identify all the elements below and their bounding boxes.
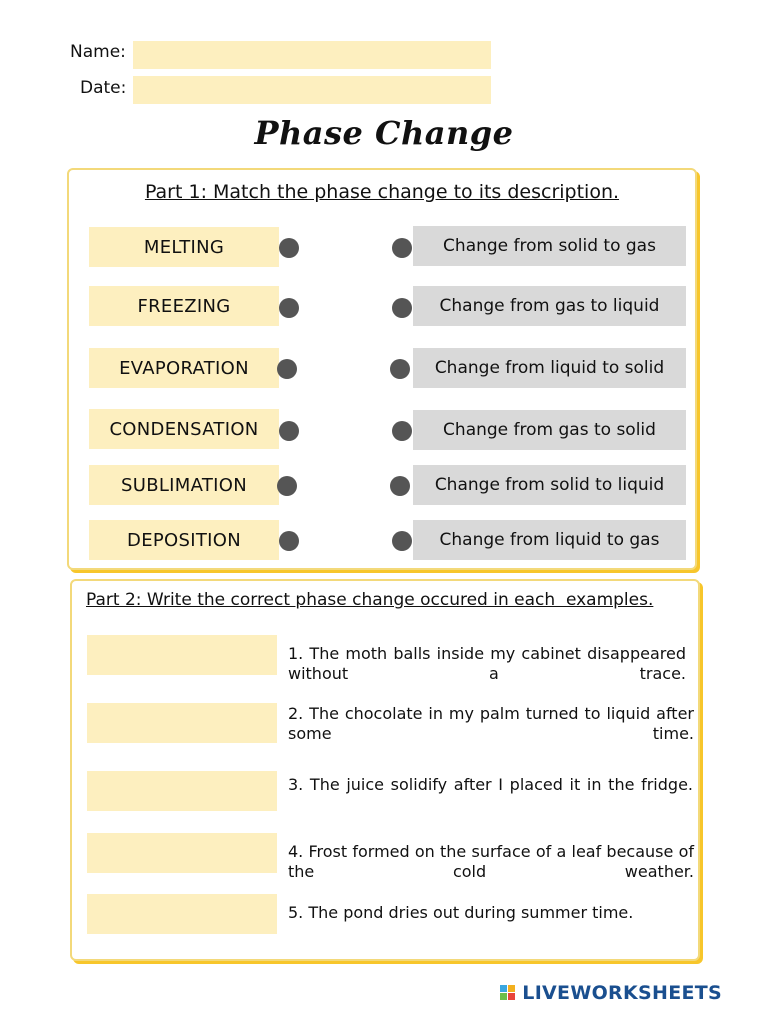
description-1: Change from solid to gas [413, 226, 686, 266]
answer-box-5[interactable] [87, 894, 277, 934]
match-dot-left[interactable] [279, 421, 299, 441]
term-condensation: CONDENSATION [89, 409, 279, 449]
name-field[interactable] [133, 41, 491, 69]
match-dot-right[interactable] [392, 421, 412, 441]
match-dot-right[interactable] [392, 531, 412, 551]
answer-box-3[interactable] [87, 771, 277, 811]
match-dot-left[interactable] [277, 476, 297, 496]
liveworksheets-logo [500, 982, 722, 1004]
term-freezing: FREEZING [89, 286, 279, 326]
answer-box-2[interactable] [87, 703, 277, 743]
match-dot-left[interactable] [279, 238, 299, 258]
description-4: Change from gas to solid [413, 410, 686, 450]
description-5: Change from solid to liquid [413, 465, 686, 505]
liveworksheets-mark-icon [500, 985, 516, 1001]
example-2: 2. The chocolate in my palm turned to liquid after some time. [288, 704, 694, 743]
match-dot-right[interactable] [392, 238, 412, 258]
date-label: Date: [80, 78, 127, 98]
term-evaporation: EVAPORATION [89, 348, 279, 388]
page-title: Phase Change [254, 114, 514, 152]
match-dot-right[interactable] [392, 298, 412, 318]
term-sublimation: SUBLIMATION [89, 465, 279, 505]
description-2: Change from gas to liquid [413, 286, 686, 326]
part1-heading: Part 1: Match the phase change to its description. [144, 181, 620, 203]
match-dot-left[interactable] [277, 359, 297, 379]
name-label: Name: [70, 42, 126, 62]
answer-box-1[interactable] [87, 635, 277, 675]
description-6: Change from liquid to gas [413, 520, 686, 560]
term-deposition: DEPOSITION [89, 520, 279, 560]
example-1: 1. The moth balls inside my cabinet disappeared without a trace. [288, 644, 686, 683]
part2-heading: Part 2: Write the correct phase change occured in each examples. [86, 590, 654, 610]
match-dot-right[interactable] [390, 476, 410, 496]
match-dot-left[interactable] [279, 531, 299, 551]
match-dot-right[interactable] [390, 359, 410, 379]
liveworksheets-brand-text: LIVEWORKSHEETS [522, 982, 722, 1004]
match-dot-left[interactable] [279, 298, 299, 318]
example-3: 3. The juice solidify after I placed it in the fridge. [288, 775, 693, 794]
example-5: 5. The pond dries out during summer time. [288, 903, 634, 922]
description-3: Change from liquid to solid [413, 348, 686, 388]
example-4: 4. Frost formed on the surface of a leaf because of the cold weather. [288, 842, 694, 881]
term-melting: MELTING [89, 227, 279, 267]
date-field[interactable] [133, 76, 491, 104]
answer-box-4[interactable] [87, 833, 277, 873]
